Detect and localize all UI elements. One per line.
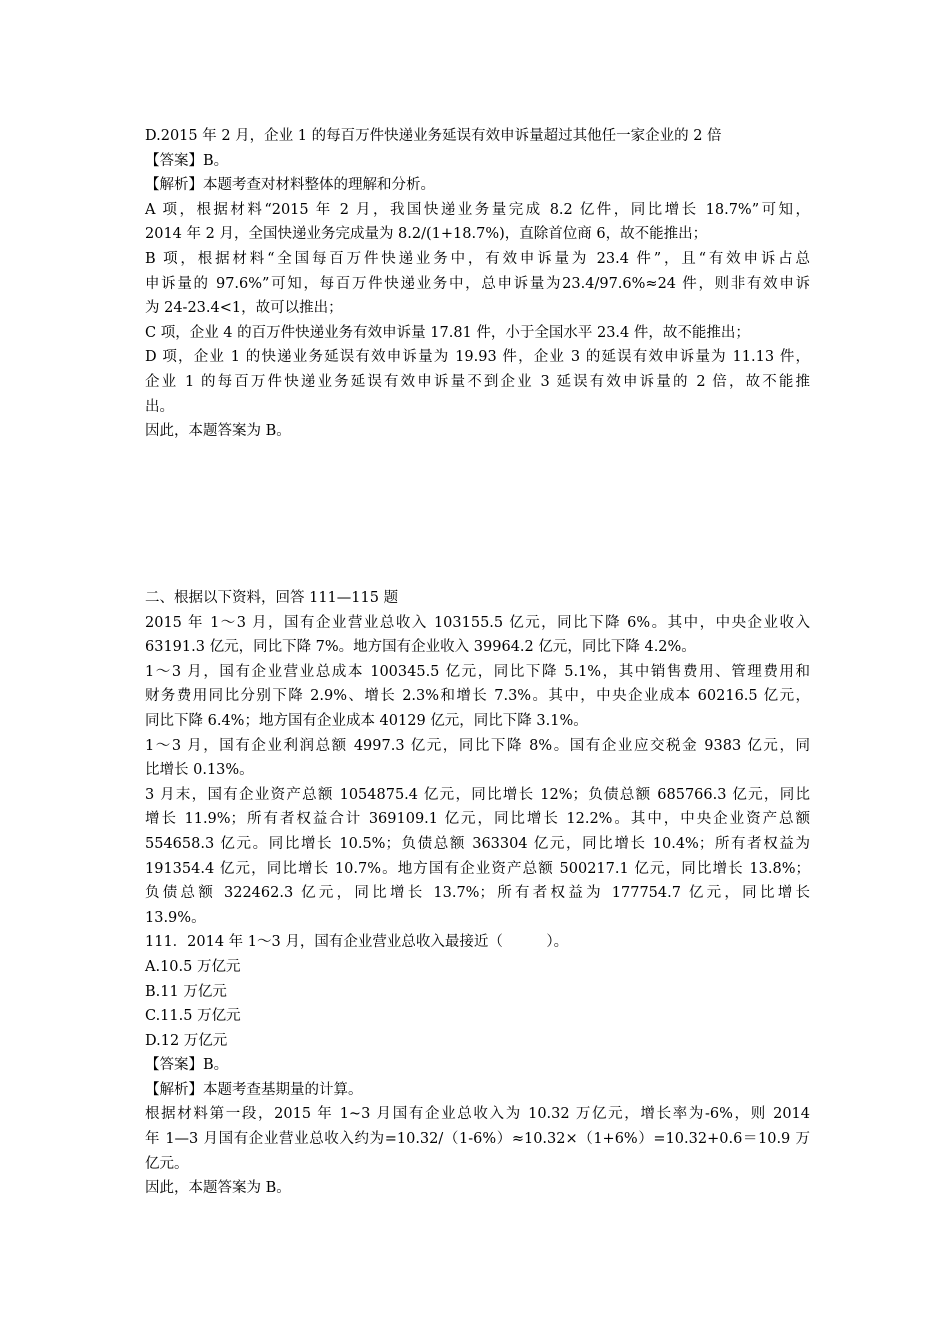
- question-111-stem: 111．2014 年 1～3 月，国有企业营业总收入最接近（ ）。: [145, 934, 569, 951]
- question-111-answer: 【答案】B。: [145, 1057, 229, 1074]
- material-paragraph-1-line-1: 2015 年 1～3 月，国有企业营业总收入 103155.5 亿元，同比下降 6%。其中，中央企业收入: [145, 614, 810, 631]
- material-paragraph-4-line-5: 负债总额 322462.3 亿元，同比增长 13.7%；所有者权益为 177754.7 亿元，同比增长: [145, 885, 810, 902]
- analysis-b-line-2: 申诉量的 97.6%”可知，每百万件快递业务中，总申诉量为23.4/97.6%≈24 件，则非有效申诉: [145, 275, 810, 292]
- question-111-conclusion: 因此，本题答案为 B。: [145, 1180, 291, 1197]
- question-111-option-d: D.12 万亿元: [145, 1032, 228, 1049]
- analysis-b-line-1: B 项，根据材料“全国每百万件快递业务中，有效申诉量为 23.4 件”，且“有效申诉占总: [145, 250, 810, 267]
- material-paragraph-4-line-3: 554658.3 亿元。同比增长 10.5%；负债总额 363304 亿元，同比增长 10.4%；所有者权益为: [145, 835, 810, 852]
- material-paragraph-2-line-2: 财务费用同比分别下降 2.9%、增长 2.3%和增长 7.3%。其中，中央企业成本 60216.5 亿元，: [145, 688, 810, 705]
- material-paragraph-4-line-4: 191354.4 亿元，同比增长 10.7%。地方国有企业资产总额 500217.1 亿元，同比增长 13.8%；: [145, 860, 810, 877]
- section-heading: 二、根据以下资料，回答 111—115 题: [145, 590, 399, 606]
- answer-line: 【答案】B。: [145, 152, 229, 169]
- material-paragraph-4-line-1: 3 月末，国有企业资产总额 1054875.4 亿元，同比增长 12%；负债总额 685766.3 亿元，同比: [145, 786, 810, 803]
- analysis-a-line-2: 2014 年 2 月，全国快递业务完成量为 8.2/(1+18.7%)，直除首位商 6，故不能推出；: [145, 226, 708, 243]
- question-111-analysis-line-2: 年 1—3 月国有企业营业总收入约为=10.32/（1-6%）≈10.32×（1+6%）=10.32+0.6＝10.9 万: [145, 1131, 810, 1148]
- question-111-analysis-heading: 【解析】本题考查基期量的计算。: [145, 1081, 363, 1098]
- analysis-heading: 【解析】本题考查对材料整体的理解和分析。: [145, 177, 435, 194]
- analysis-d-line-1: D 项，企业 1 的快递业务延误有效申诉量为 19.93 件，企业 3 的延误有效申诉量为 11.13 件，: [145, 349, 810, 366]
- analysis-d-line-2: 企业 1 的每百万件快递业务延误有效申诉量不到企业 3 延误有效申诉量的 2 倍，故不能推: [145, 373, 810, 390]
- material-section-111-115: [145, 586, 810, 1201]
- analysis-d-line-3: 出。: [145, 398, 174, 415]
- material-paragraph-1-line-2: 63191.3 亿元，同比下降 7%。地方国有企业收入 39964.2 亿元，同比下降 4.2%。: [145, 639, 696, 656]
- material-paragraph-2-line-3: 同比下降 6.4%；地方国有企业成本 40129 亿元，同比下降 3.1%。: [145, 712, 588, 729]
- material-paragraph-4-line-2: 增长 11.9%；所有者权益合计 369109.1 亿元，同比增长 12.2%。其中，中央企业资产总额: [145, 811, 810, 828]
- material-paragraph-4-line-6: 13.9%。: [145, 909, 206, 926]
- question-111-analysis-line-1: 根据材料第一段，2015 年 1~3 月国有企业总收入为 10.32 万亿元，增长率为-6%，则 2014: [145, 1106, 810, 1123]
- question-111-option-b: B.11 万亿元: [145, 983, 227, 1000]
- explanation-section-previous-question: [145, 124, 810, 444]
- analysis-a-line-1: A 项，根据材料“2015 年 2 月，我国快递业务量完成 8.2 亿件，同比增长 18.7%”可知，: [145, 201, 810, 218]
- material-paragraph-3-line-2: 比增长 0.13%。: [145, 762, 254, 779]
- analysis-c-line: C 项，企业 4 的百万件快递业务有效申诉量 17.81 件，小于全国水平 23.4 件，故不能推出；: [145, 324, 750, 341]
- material-paragraph-3-line-1: 1～3 月，国有企业利润总额 4997.3 亿元，同比下降 8%。国有企业应交税金 9383 亿元，同: [145, 737, 810, 754]
- question-111-analysis-line-3: 亿元。: [145, 1155, 189, 1172]
- material-paragraph-2-line-1: 1～3 月，国有企业营业总成本 100345.5 亿元，同比下降 5.1%，其中销售费用、管理费用和: [145, 663, 810, 680]
- option-d-line: D.2015 年 2 月，企业 1 的每百万件快递业务延误有效申诉量超过其他任一家企业的 2 倍: [145, 128, 722, 144]
- question-111-option-a: A.10.5 万亿元: [145, 958, 241, 975]
- analysis-b-line-3: 为 24-23.4<1，故可以推出；: [145, 300, 343, 317]
- question-111-option-c: C.11.5 万亿元: [145, 1008, 241, 1025]
- conclusion-line: 因此，本题答案为 B。: [145, 423, 291, 440]
